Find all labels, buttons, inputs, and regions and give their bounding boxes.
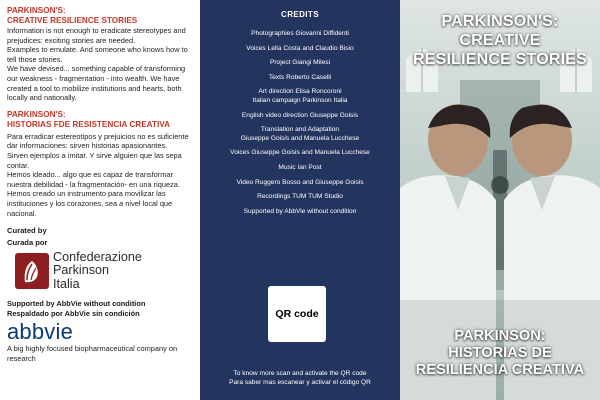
qr-instructions-en: To know more scan and activate the QR code: [233, 370, 367, 377]
english-body: [7, 26, 193, 103]
curated-by-en: Curated by: [7, 226, 47, 236]
cpi-line: Confederazione: [53, 249, 142, 264]
credit-item: Art direction Elisa Roncoroni Italian campaign Parkinson Italia: [252, 88, 348, 104]
qr-instructions: [200, 370, 400, 387]
cpi-wordmark: [53, 251, 142, 291]
spanish-paragraph: Para erradicar estereotipos y prejuicios no es suficiente dar informaciones: sirven historias apasionantes.: [7, 131, 189, 151]
credit-item: Voices Giuseppe Goisis and Manuela Lucchese: [230, 149, 370, 157]
credits-title: CREDITS: [281, 10, 319, 19]
cover-title-english: [400, 12, 600, 69]
cover-title-line: RESILIENCIA CREATIVA: [415, 362, 585, 378]
spanish-paragraph: Sirven ejemplos a imitar. Y sirve alguien que las sepa contar.: [7, 150, 182, 170]
english-section: [7, 6, 193, 103]
credit-item: Music Ian Post: [278, 163, 322, 171]
credit-item: Recordings TUM TUM Studio: [257, 193, 343, 201]
spanish-heading-line2: HISTORIAS FDE RESISTENCIA CREATIVA: [7, 119, 171, 129]
cover-title-line: CREATIVE: [459, 32, 541, 49]
cover-title-line: PARKINSON:: [454, 328, 546, 344]
cover-title-line: RESILIENCE STORIES: [412, 51, 587, 68]
abbvie-tagline: A big highly focused biopharmaceutical company on research: [7, 344, 178, 363]
credit-item: Video Ruggero Bosso and Giuseppe Goisis: [236, 178, 364, 186]
credits-panel: [200, 0, 400, 400]
spanish-paragraph: Hemos ideado... algo que es capaz de transformar nuestra debilidad - la fragmentación- en una riqueza. Hemos creado un instrumento para movilizar las instituciones y los corazones, sea a nivel local que nacional.: [7, 170, 180, 218]
left-panel: [0, 0, 200, 400]
spanish-heading-line1: PARKINSON'S:: [7, 109, 66, 119]
cover-title-line: HISTORIAS DE: [448, 345, 552, 361]
credit-item: Supported by AbbVie without condition: [243, 207, 357, 215]
qr-instructions-es: Para saber mas escanear y activar el código QR: [229, 378, 371, 386]
credit-item: Texts Roberto Caselli: [268, 73, 332, 81]
confederazione-parkinson-italia-logo: [15, 251, 193, 291]
credit-item: Project Giangi Milesi: [269, 59, 331, 67]
spanish-body: [7, 132, 193, 218]
credit-item: Voices Lella Costa and Claudio Bisio: [246, 44, 354, 52]
supported-by-es: Respaldado por AbbVie sin condición: [7, 308, 140, 318]
cover-title-spanish: [400, 328, 600, 379]
credits-list: [200, 30, 400, 216]
cpi-line: Italia: [53, 276, 80, 291]
credit-item: English video direction Giuseppe Goisis: [241, 111, 359, 119]
curated-by-es: Curada por: [7, 237, 48, 247]
cover-title-line: PARKINSON'S:: [441, 13, 559, 30]
cover-panel: [400, 0, 600, 400]
cpi-emblem-icon: [15, 253, 49, 289]
cpi-line: Parkinson: [53, 263, 110, 278]
supported-by-en: Supported by AbbVie without condition: [7, 299, 146, 309]
spanish-section: [7, 110, 193, 218]
english-paragraph: We have devised... something capable of transforming our weakness - fragmentation - into wealth. We have created a tool to mobilize institutions and hearts, both locally and nationally.: [7, 64, 186, 103]
english-paragraph: Information is not enough to eradicate stereotypes and prejudices: exciting stories are needed.: [7, 26, 186, 45]
credit-item: Translation and Adaptation Giuseppe Goisis and Manuela Lucchese: [240, 126, 360, 142]
qr-code[interactable]: QR code: [268, 286, 326, 342]
english-paragraph: Examples to emulate. And someone who knows how to tell those stories.: [7, 45, 188, 64]
english-heading-line2: CREATIVE RESILIENCE STORIES: [7, 16, 138, 25]
abbvie-logo: abbvie: [7, 319, 74, 345]
credit-item: Photographies Giovanni Diffidenti: [251, 30, 349, 37]
english-heading-line1: PARKINSON'S:: [7, 6, 66, 15]
